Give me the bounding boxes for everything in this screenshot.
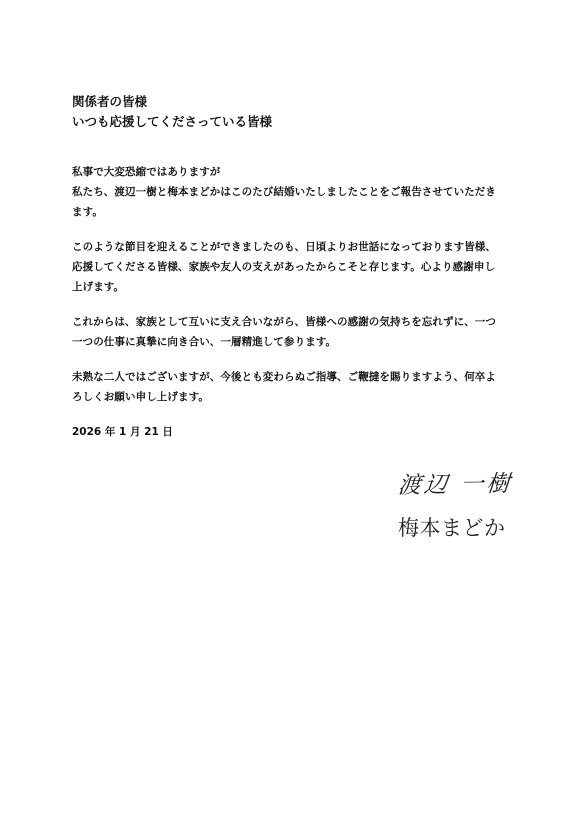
paragraph-line: これからは、家族として互いに支え合いながら、皆様への感謝の気持ちを忘れずに、一つ [72,316,496,328]
paragraph-line: 私たち、渡辺一樹と梅本まどかはこのたび結婚いたしましたことをご報告させていただき [72,186,496,198]
paragraph-announcement [72,162,524,222]
salutation-line-2: いつも応援してくださっている皆様 [72,114,273,129]
paragraph-line: 応援してくださる皆様、家族や友人の支えがあったからこそと存じます。心より感謝申し [72,261,496,273]
paragraph-line: このような節目を迎えることができましたのも、日頃よりお世話になっております皆様、 [72,241,496,253]
salutation [72,92,524,132]
paragraph-line: ろしくお願い申し上げます。 [72,391,209,403]
letter-date: 2026 年 1 月 21 日 [72,426,173,438]
signature-watanabe: 渡辺 一樹 [396,471,514,499]
letter-body [72,92,524,442]
paragraph-future [72,312,524,352]
paragraph-closing [72,367,524,407]
paragraph-line: 未熟な二人ではございますが、今後とも変わらぬご指導、ご鞭撻を賜りますよう、何卒よ [72,371,496,383]
paragraph-line: 上げます。 [72,281,125,293]
paragraph-line: ます。 [72,206,103,218]
paragraph-line: 一つの仕事に真摯に向き合い、一層精進して参ります。 [72,336,337,348]
paragraph-gratitude [72,237,524,297]
signature-block [398,468,548,544]
salutation-line-1: 関係者の皆様 [72,94,148,109]
paragraph-line: 私事で大変恐縮ではありますが [72,166,221,178]
signature-umemoto: 梅本まどか [398,516,506,540]
